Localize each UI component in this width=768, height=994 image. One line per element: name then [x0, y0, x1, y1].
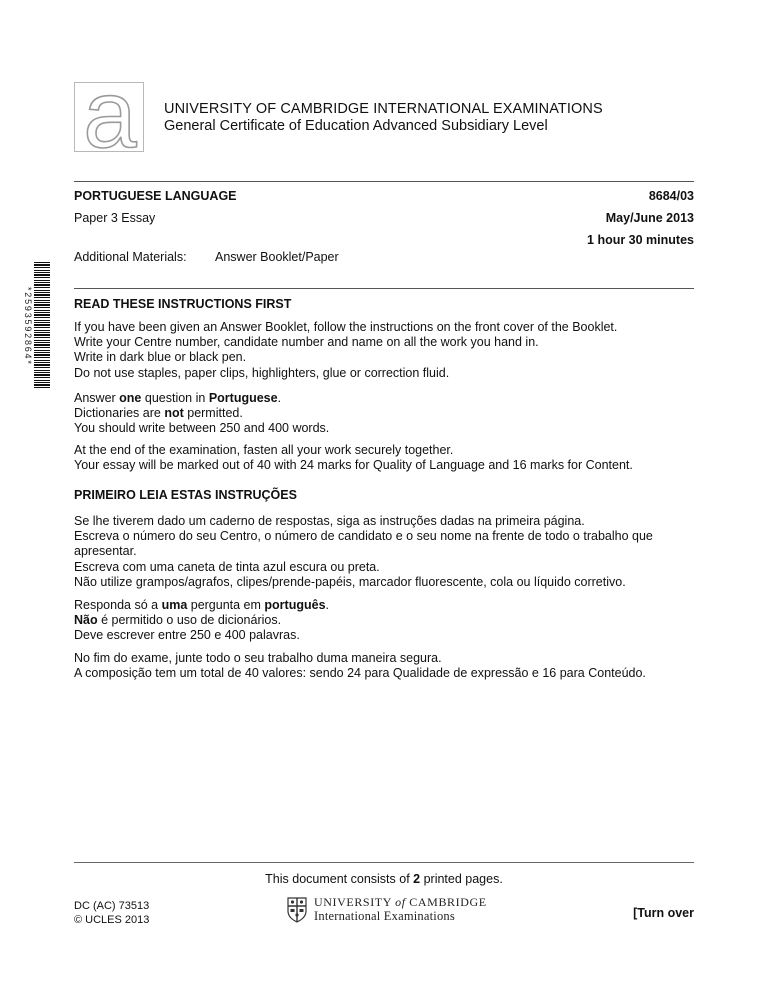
exam-duration: 1 hour 30 minutes: [587, 233, 694, 247]
university-crest-icon: [287, 897, 307, 923]
wordmark-line-1: UNIVERSITY of CAMBRIDGE: [314, 895, 487, 909]
instructions-en-p3: [74, 443, 714, 473]
instruction-line: Escreva o número do seu Centro, o número de candidato e o seu nome na frente de todo o trabalho que: [74, 529, 653, 544]
wordmark-line-2: International Examinations: [314, 909, 455, 923]
instruction-line: Answer one question in Portuguese.: [74, 391, 282, 405]
instruction-line: If you have been given an Answer Booklet, follow the instructions on the front cover of the Booklet.: [74, 320, 618, 334]
instructions-heading-pt: PRIMEIRO LEIA ESTAS INSTRUÇÕES: [74, 488, 297, 502]
document-reference: DC (AC) 73513: [74, 900, 150, 912]
instruction-line: Escreva com uma caneta de tinta azul escura ou preta.: [74, 559, 380, 574]
instruction-line: You should write between 250 and 400 words.: [74, 421, 330, 436]
instruction-line: Write in dark blue or black pen.: [74, 350, 247, 365]
instruction-line: Write your Centre number, candidate number and name on all the work you hand in.: [74, 335, 539, 350]
syllabus-code: 8684/03: [648, 189, 694, 203]
instruction-line: Não é permitido o uso de dicionários.: [74, 613, 282, 628]
instruction-line: Do not use staples, paper clips, highlighters, glue or correction fluid.: [74, 365, 450, 380]
instruction-line: apresentar.: [74, 544, 137, 559]
board-heading: [164, 101, 603, 135]
instruction-line: Your essay will be marked out of 40 with 24 marks for Quality of Language and 16 marks for Content.: [74, 458, 633, 473]
instruction-line: Responda só a uma pergunta em português.: [74, 598, 329, 612]
board-name: UNIVERSITY OF CAMBRIDGE INTERNATIONAL EXAMINATIONS: [164, 101, 603, 117]
instruction-line: At the end of the examination, fasten all your work securely together.: [74, 443, 454, 457]
qualification: General Certificate of Education Advanced Subsidiary Level: [164, 118, 548, 134]
instructions-heading-en: READ THESE INSTRUCTIONS FIRST: [74, 297, 292, 311]
barcode-number: *2593592864*: [23, 286, 33, 366]
materials-label: Additional Materials:: [74, 250, 187, 264]
instructions-en-p1: [74, 320, 714, 381]
exam-board-logo: [74, 61, 144, 168]
instruction-line: Deve escrever entre 250 e 400 palavras.: [74, 628, 300, 643]
materials-value: Answer Booklet/Paper: [215, 250, 339, 264]
university-wordmark: [314, 895, 487, 924]
barcode: [34, 262, 50, 390]
divider-top: [74, 181, 694, 182]
instructions-pt-p2: [74, 598, 714, 644]
divider-middle: [74, 288, 694, 289]
paper-title: Paper 3 Essay: [74, 211, 156, 225]
divider-bottom: [74, 862, 694, 863]
exam-session: May/June 2013: [605, 211, 694, 225]
page-count-note: This document consists of 2 printed pages.: [265, 872, 503, 886]
instruction-line: Se lhe tiverem dado um caderno de respostas, siga as instruções dadas na primeira página.: [74, 514, 585, 528]
instruction-line: No fim do exame, junte todo o seu trabalho duma maneira segura.: [74, 651, 442, 665]
logo-letter: a: [83, 61, 137, 168]
instruction-line: Dictionaries are not permitted.: [74, 406, 243, 421]
instructions-pt-p3: [74, 651, 714, 681]
copyright: © UCLES 2013: [74, 914, 150, 926]
subject-title: PORTUGUESE LANGUAGE: [74, 189, 237, 203]
instruction-line: A composição tem um total de 40 valores: sendo 24 para Qualidade de expressão e 16 para Conteúdo.: [74, 666, 646, 681]
instructions-pt-p1: [74, 514, 714, 590]
instruction-line: Não utilize grampos/agrafos, clipes/prende-papéis, marcador fluorescente, cola ou líquido corretivo.: [74, 574, 626, 589]
instructions-en-p2: [74, 391, 714, 437]
turn-over: [Turn over: [633, 906, 694, 920]
